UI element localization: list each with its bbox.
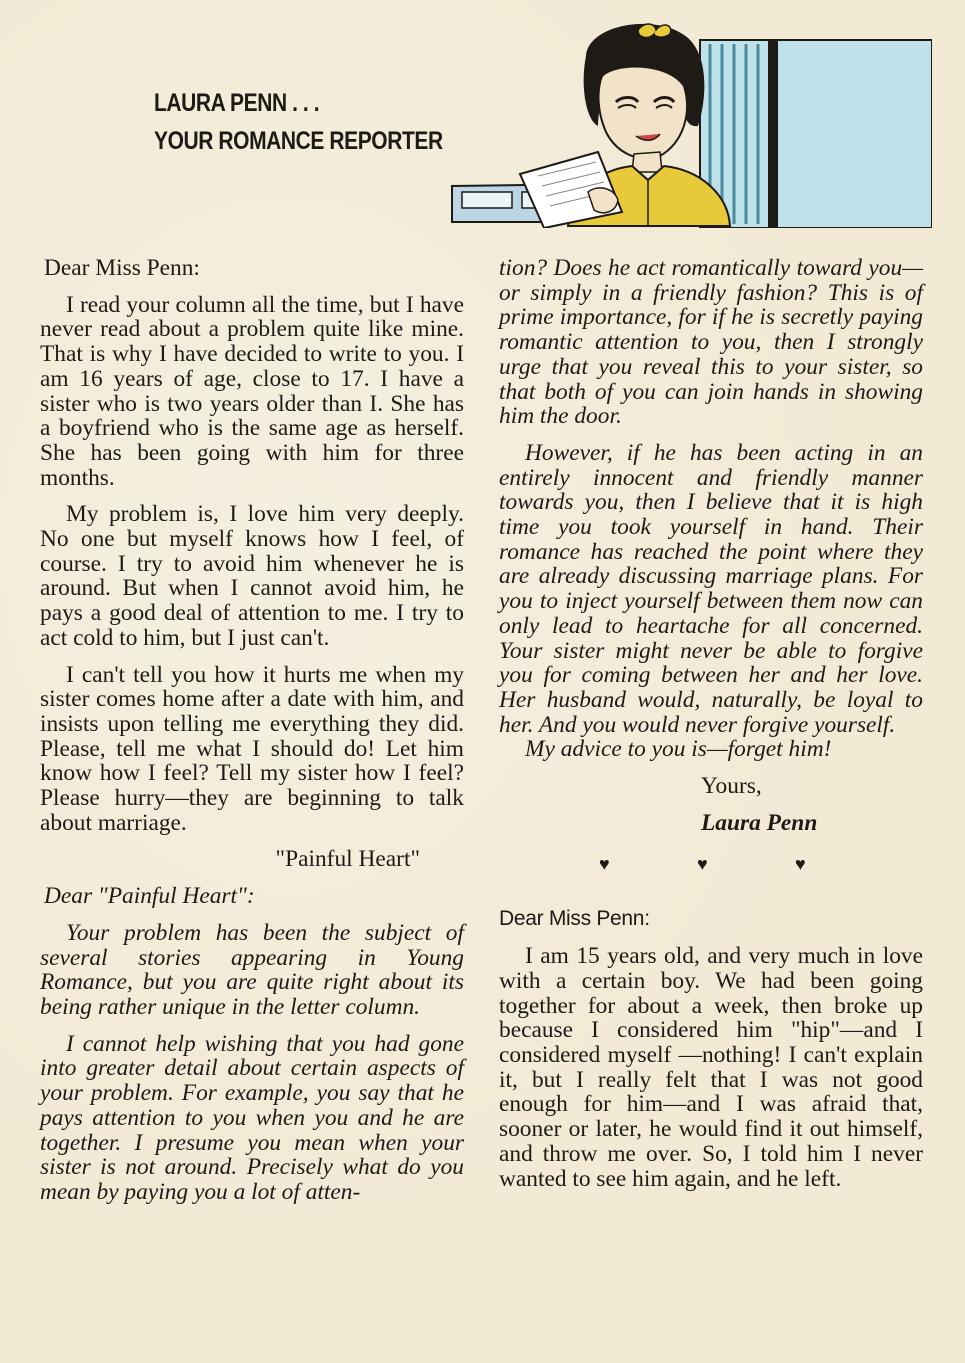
letter2-salutation: Dear Miss Penn:	[499, 907, 650, 931]
heart-icon: ♥	[795, 854, 806, 875]
column-header	[154, 84, 443, 160]
letter1-paragraph-2: My problem is, I love him very deeply. No one but myself knows how I feel, of course. I try to avoid him whenever he is around. But when I cannot avoid him, he pays a good deal of attention to me. I try to act cold to him, but I just can't.	[40, 501, 464, 651]
reply1-paragraph-3: However, if he has been acting in an entirely innocent and friendly manner towards you, then I believe that it is high time you took yourself in hand. Their romance has reached the point where they are already discussing marriage plans. For you to inject yourself between them now can only lead to heartache for all concerned. Your sister might never be able to forgive you for coming between her and her love. Her husband would, naturally, be loyal to her. And you would never forgive yourself.	[499, 439, 923, 738]
letter2-paragraph-1: I am 15 years old, and very much in love with a certain boy. We had been going together for about a week, then broke up because I considered him "hip"—and I considered myself —nothing! I can't explain it, but I really felt that I was not good enough for him—and I was afraid that, sooner or later, he would find it out himself, and throw me over. So, I told him I never wanted to see him again, and he left.	[499, 943, 923, 1192]
reply1-paragraph-2-part-2: tion? Does he act romantically toward you—or simply in a friendly fashion? This is of prime importance, for if he is secretly paying romantic attention to you, then I strongly urge that you reveal this to your sister, so that both of you can join hands in showing him the door.	[499, 255, 923, 430]
reply1-closing-name: Laura Penn	[701, 809, 818, 836]
heart-icon: ♥	[697, 854, 708, 875]
letter1-salutation: Dear Miss Penn:	[44, 255, 200, 281]
left-column	[40, 256, 464, 1217]
laura-penn-illustration	[448, 16, 932, 228]
letter1-paragraph-3: I can't tell you how it hurts me when my sister comes home after a date with him, and insists upon telling me everything they did. Please, tell me what I should do! Let him know how I feel? Tell my sister how I feel? Please hurry—they are beginning to talk about marriage.	[40, 661, 464, 836]
right-column	[499, 256, 923, 1203]
heart-icon: ♥	[599, 854, 610, 875]
reply1-salutation: Dear "Painful Heart":	[44, 883, 255, 910]
reply1-paragraph-1: Your problem has been the subject of several stories appearing in Young Romance, but you are quite right about its being rather unique in the letter column.	[40, 919, 464, 1020]
letter1-paragraph-1: I read your column all the time, but I have never read about a problem quite like mine. That is why I have decided to write to you. I am 16 years of age, close to 17. I have a sister who is two years older than I. She has a boyfriend who is the same age as herself. She has been going with him for three months.	[40, 291, 464, 491]
reply1-paragraph-4: My advice to you is—forget him!	[525, 736, 832, 763]
letter1-signature: "Painful Heart"	[275, 846, 420, 873]
reply1-paragraph-2-part-1: I cannot help wishing that you had gone into greater detail about certain aspects of your problem. For example, you say that he pays attention to you when you and he are together. I presume you mean when your sister is not around. Precisely what do you mean by paying you a lot of atten-	[40, 1030, 464, 1205]
reply1-closing: Yours,	[701, 773, 762, 800]
header-line-2: YOUR ROMANCE REPORTER	[154, 127, 443, 155]
heart-divider	[499, 847, 923, 887]
header-line-1: LAURA PENN . . .	[154, 89, 320, 117]
